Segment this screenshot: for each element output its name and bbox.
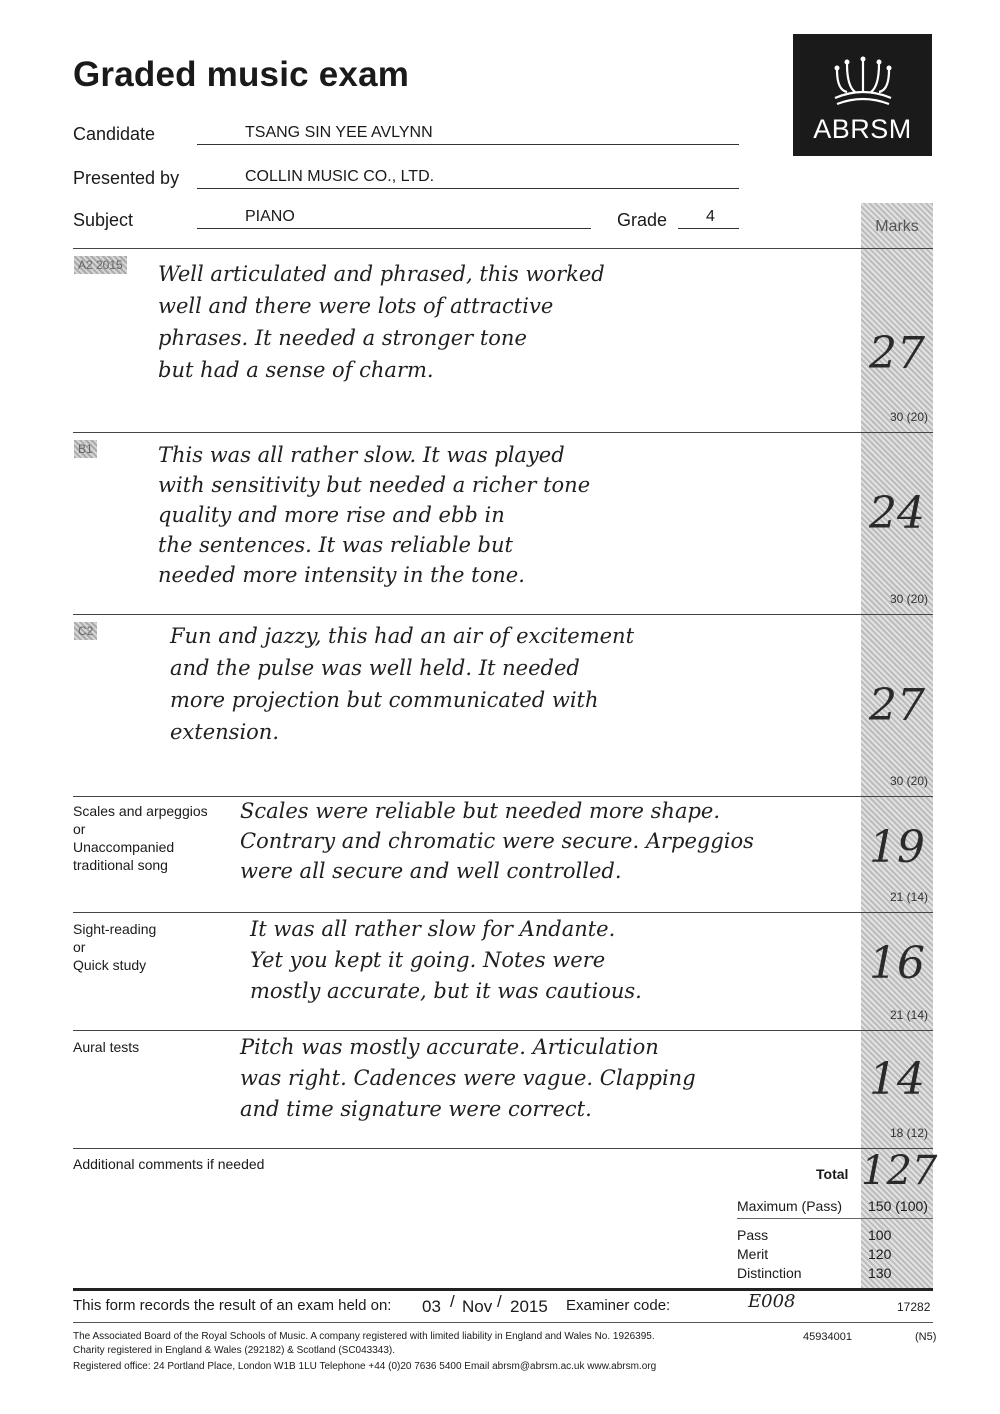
mark-scales: 19 xyxy=(869,822,925,873)
section-label-scales: Scales and arpeggios or Unaccompanied traditional song xyxy=(73,803,208,873)
comment-line: and time signature were correct. xyxy=(240,1097,592,1121)
comment-line: It was all rather slow for Andante. xyxy=(250,917,616,941)
candidate-label: Candidate xyxy=(73,124,156,144)
distinction-value: 130 xyxy=(868,1265,892,1281)
comment-piece-c2 xyxy=(170,620,850,748)
mark-aural: 14 xyxy=(869,1054,925,1105)
comment-piece-a2 xyxy=(158,258,848,386)
comment-line: with sensitivity but needed a richer tone xyxy=(158,473,591,497)
exam-day: 03 xyxy=(422,1297,441,1316)
max-piece-b1: 30 (20) xyxy=(889,592,928,606)
exam-month: Nov xyxy=(462,1297,493,1316)
comment-scales xyxy=(240,796,850,886)
mark-piece-a2: 27 xyxy=(869,328,925,379)
distinction-label: Distinction xyxy=(737,1265,802,1281)
comment-line: Well articulated and phrased, this worked xyxy=(158,262,605,286)
section-label-sight-reading: Sight-reading or Quick study xyxy=(73,921,157,973)
reference-number: 45934001 xyxy=(803,1331,852,1343)
legal-line-2: Charity registered in England & Wales (292182) & Scotland (SC043343). xyxy=(73,1345,396,1356)
max-piece-c2: 30 (20) xyxy=(889,774,928,788)
logo-wordmark: ABRSM xyxy=(813,114,912,144)
mark-sight-reading: 16 xyxy=(869,938,925,989)
pass-value: 100 xyxy=(868,1227,892,1243)
form-number: 17282 xyxy=(897,1300,931,1314)
exam-record-text: This form records the result of an exam held on: xyxy=(73,1297,392,1314)
crown-icon xyxy=(831,56,895,106)
merit-label: Merit xyxy=(737,1246,769,1262)
comment-aural xyxy=(240,1032,850,1125)
comment-line: Yet you kept it going. Notes were xyxy=(250,948,606,972)
page-title: Graded music exam xyxy=(73,55,410,94)
presented-by-value: COLLIN MUSIC CO., LTD. xyxy=(245,168,435,185)
presented-by-label: Presented by xyxy=(73,168,180,188)
comment-line: were all secure and well controlled. xyxy=(240,859,622,883)
total-label: Total xyxy=(816,1166,849,1182)
max-piece-a2: 30 (20) xyxy=(889,410,928,424)
comment-line: quality and more rise and ebb in xyxy=(158,503,505,527)
comment-line: This was all rather slow. It was played xyxy=(158,443,565,467)
section-label-aural: Aural tests xyxy=(73,1039,140,1055)
region-code: (N5) xyxy=(915,1331,937,1343)
mark-piece-c2: 27 xyxy=(869,680,925,731)
piece-code-a2: A2 2015 xyxy=(74,256,127,274)
comment-line: but had a sense of charm. xyxy=(158,358,434,382)
examiner-code-label: Examiner code: xyxy=(566,1297,671,1314)
additional-comments-label: Additional comments if needed xyxy=(73,1156,265,1172)
examiner-code-value: E008 xyxy=(748,1291,796,1312)
abrsm-logo xyxy=(793,34,932,156)
comment-line: Fun and jazzy, this had an air of excitement xyxy=(170,624,635,648)
comment-line: more projection but communicated with xyxy=(170,688,599,712)
legal-line-3: Registered office: 24 Portland Place, London W1B 1LU Telephone +44 (0)20 7636 5400 Email abrsm@abrsm.ac.uk www.abrsm.org xyxy=(73,1361,657,1372)
exam-year: 2015 xyxy=(510,1297,548,1316)
candidate-value: TSANG SIN YEE AVLYNN xyxy=(245,124,433,141)
comment-line: Scales were reliable but needed more shape. xyxy=(240,799,721,823)
legal-line-1: The Associated Board of the Royal Schools of Music. A company registered with limited liability in England and Wales No. 1926395. xyxy=(73,1331,655,1342)
pass-label: Pass xyxy=(737,1227,769,1243)
piece-code-b1: B1 xyxy=(74,440,97,458)
comment-line: Contrary and chromatic were secure. Arpeggios xyxy=(240,829,754,853)
grade-label: Grade xyxy=(617,210,668,230)
max-aural: 18 (12) xyxy=(889,1126,928,1140)
grade-value: 4 xyxy=(706,208,715,225)
comment-sight-reading xyxy=(250,914,850,1007)
maximum-value: 150 (100) xyxy=(868,1198,928,1214)
comment-line: the sentences. It was reliable but xyxy=(158,533,513,557)
subject-value: PIANO xyxy=(245,208,295,225)
mark-piece-b1: 24 xyxy=(869,488,925,539)
comment-line: and the pulse was well held. It needed xyxy=(170,656,580,680)
comment-line: Pitch was mostly accurate. Articulation xyxy=(240,1035,659,1059)
subject-label: Subject xyxy=(73,210,134,230)
comment-line: phrases. It needed a stronger tone xyxy=(158,326,527,350)
comment-line: was right. Cadences were vague. Clapping xyxy=(240,1066,696,1090)
comment-line: extension. xyxy=(170,720,279,744)
marks-header: Marks xyxy=(875,218,919,235)
max-scales: 21 (14) xyxy=(889,890,928,904)
comment-line: needed more intensity in the tone. xyxy=(158,563,525,587)
comment-line: well and there were lots of attractive xyxy=(158,294,554,318)
piece-code-c2: C2 xyxy=(74,622,97,640)
comment-piece-b1 xyxy=(158,440,848,590)
merit-value: 120 xyxy=(868,1246,892,1262)
maximum-label: Maximum (Pass) xyxy=(737,1198,843,1214)
total-mark: 127 xyxy=(861,1148,938,1194)
max-sight-reading: 21 (14) xyxy=(889,1008,928,1022)
comment-line: mostly accurate, but it was cautious. xyxy=(250,979,642,1003)
